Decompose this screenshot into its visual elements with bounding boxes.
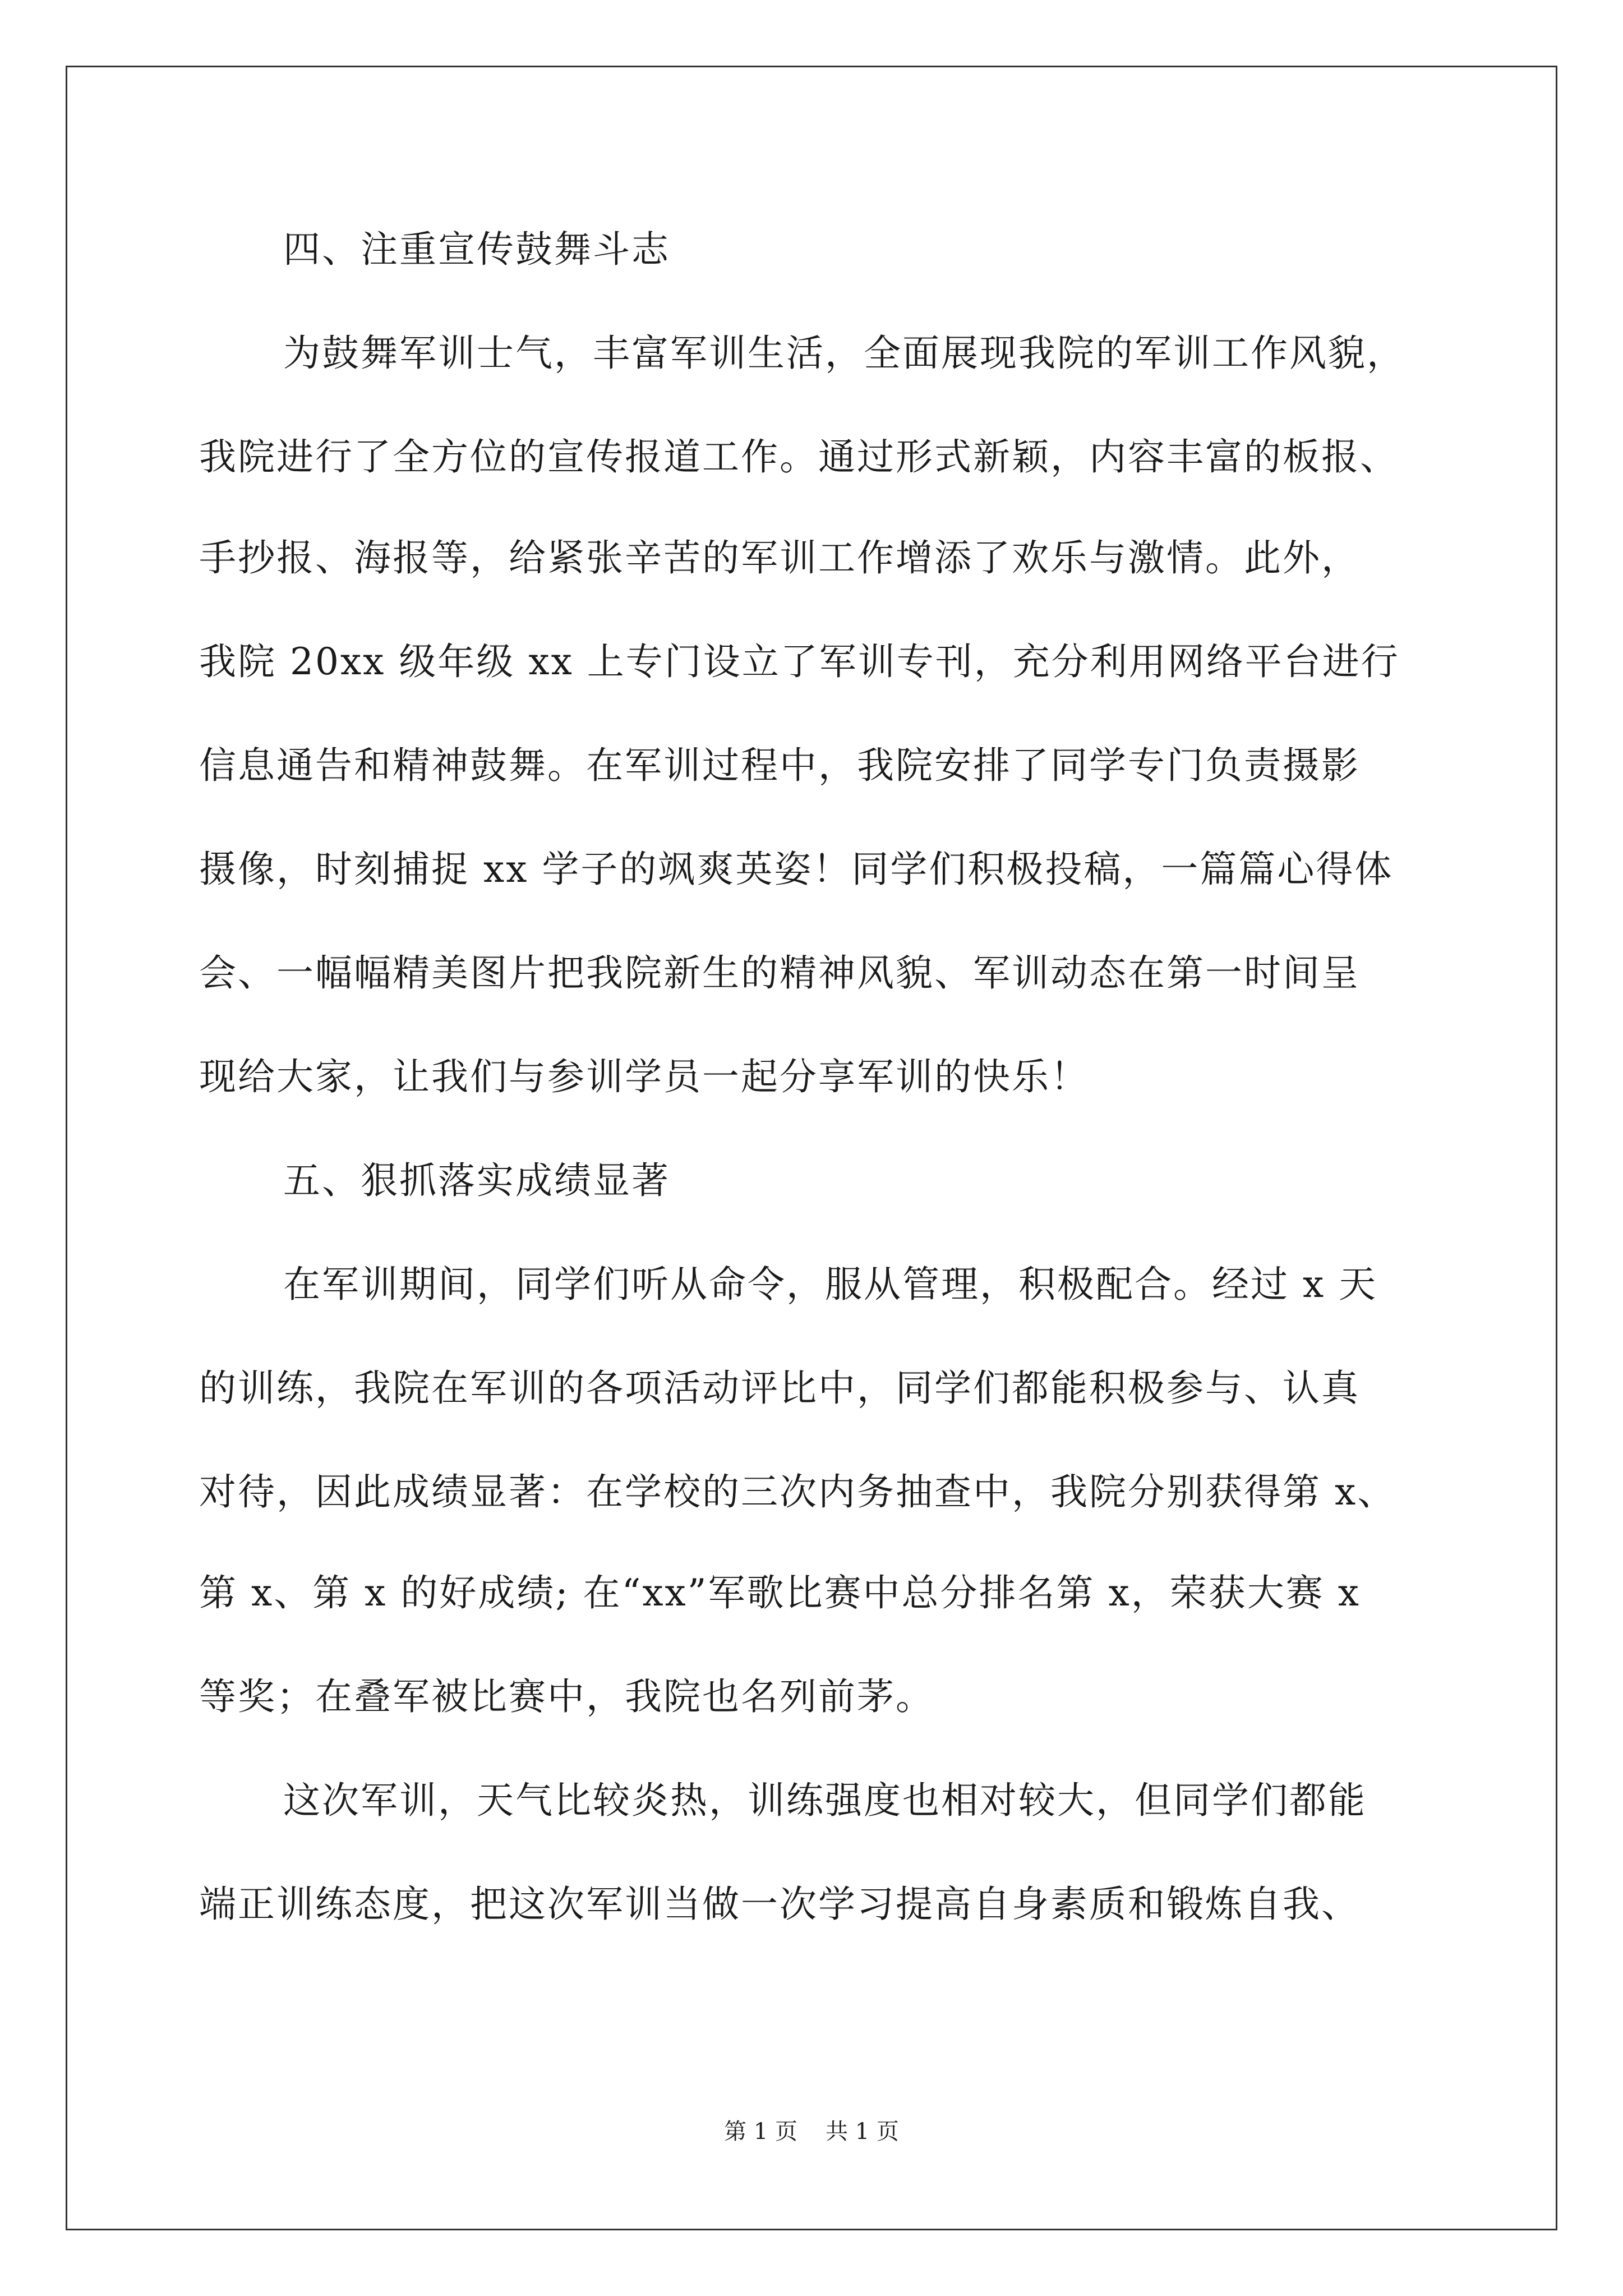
paragraph-line: 端正训练态度，把这次军训当做一次学习提高自身素质和锻炼自我、 bbox=[199, 1883, 1360, 1926]
section-heading-4: 四、注重宣传鼓舞斗志 bbox=[283, 228, 670, 271]
paragraph-line: 信息通告和精神鼓舞。在军训过程中，我院安排了同学专门负责摄影 bbox=[199, 744, 1360, 787]
paragraph-line: 的训练，我院在军训的各项活动评比中，同学们都能积极参与、认真 bbox=[199, 1366, 1360, 1410]
paragraph-line: 对待，因此成绩显著：在学校的三次内务抽查中，我院分别获得第 x、 bbox=[199, 1470, 1396, 1513]
paragraph-line: 现给大家，让我们与参训学员一起分享军训的快乐！ bbox=[199, 1055, 1089, 1098]
paragraph-line: 我院进行了全方位的宣传报道工作。通过形式新颖，内容丰富的板报、 bbox=[199, 435, 1399, 478]
paragraph-line: 摄像，时刻捕捉 xx 学子的飒爽英姿！同学们积极投稿，一篇篇心得体 bbox=[199, 848, 1394, 891]
page-footer bbox=[0, 2118, 1623, 2146]
paragraph-line: 第 x、第 x 的好成绩; 在“xx”军歌比赛中总分排名第 x，荣获大赛 x bbox=[199, 1571, 1361, 1614]
paragraph-line: 为鼓舞军训士气，丰富军训生活，全面展现我院的军训工作风貌， bbox=[283, 332, 1405, 375]
page-number: 第 1 页 bbox=[724, 2119, 797, 2145]
paragraph-line: 在军训期间，同学们听从命令，服从管理，积极配合。经过 x 天 bbox=[283, 1263, 1378, 1306]
paragraph-line: 这次军训，天气比较炎热，训练强度也相对较大，但同学们都能 bbox=[283, 1779, 1367, 1822]
paragraph-line: 我院 20xx 级年级 xx 上专门设立了军训专刊，充分利用网络平台进行 bbox=[199, 640, 1400, 683]
page-total: 共 1 页 bbox=[826, 2119, 899, 2145]
section-heading-5: 五、狠抓落实成绩显著 bbox=[283, 1159, 670, 1202]
paragraph-line: 手抄报、海报等，给紧张辛苦的军训工作增添了欢乐与激情。此外， bbox=[199, 536, 1360, 579]
paragraph-line: 等奖；在叠军被比赛中，我院也名列前茅。 bbox=[199, 1675, 934, 1718]
paragraph-line: 会、一幅幅精美图片把我院新生的精神风貌、军训动态在第一时间呈 bbox=[199, 951, 1360, 995]
